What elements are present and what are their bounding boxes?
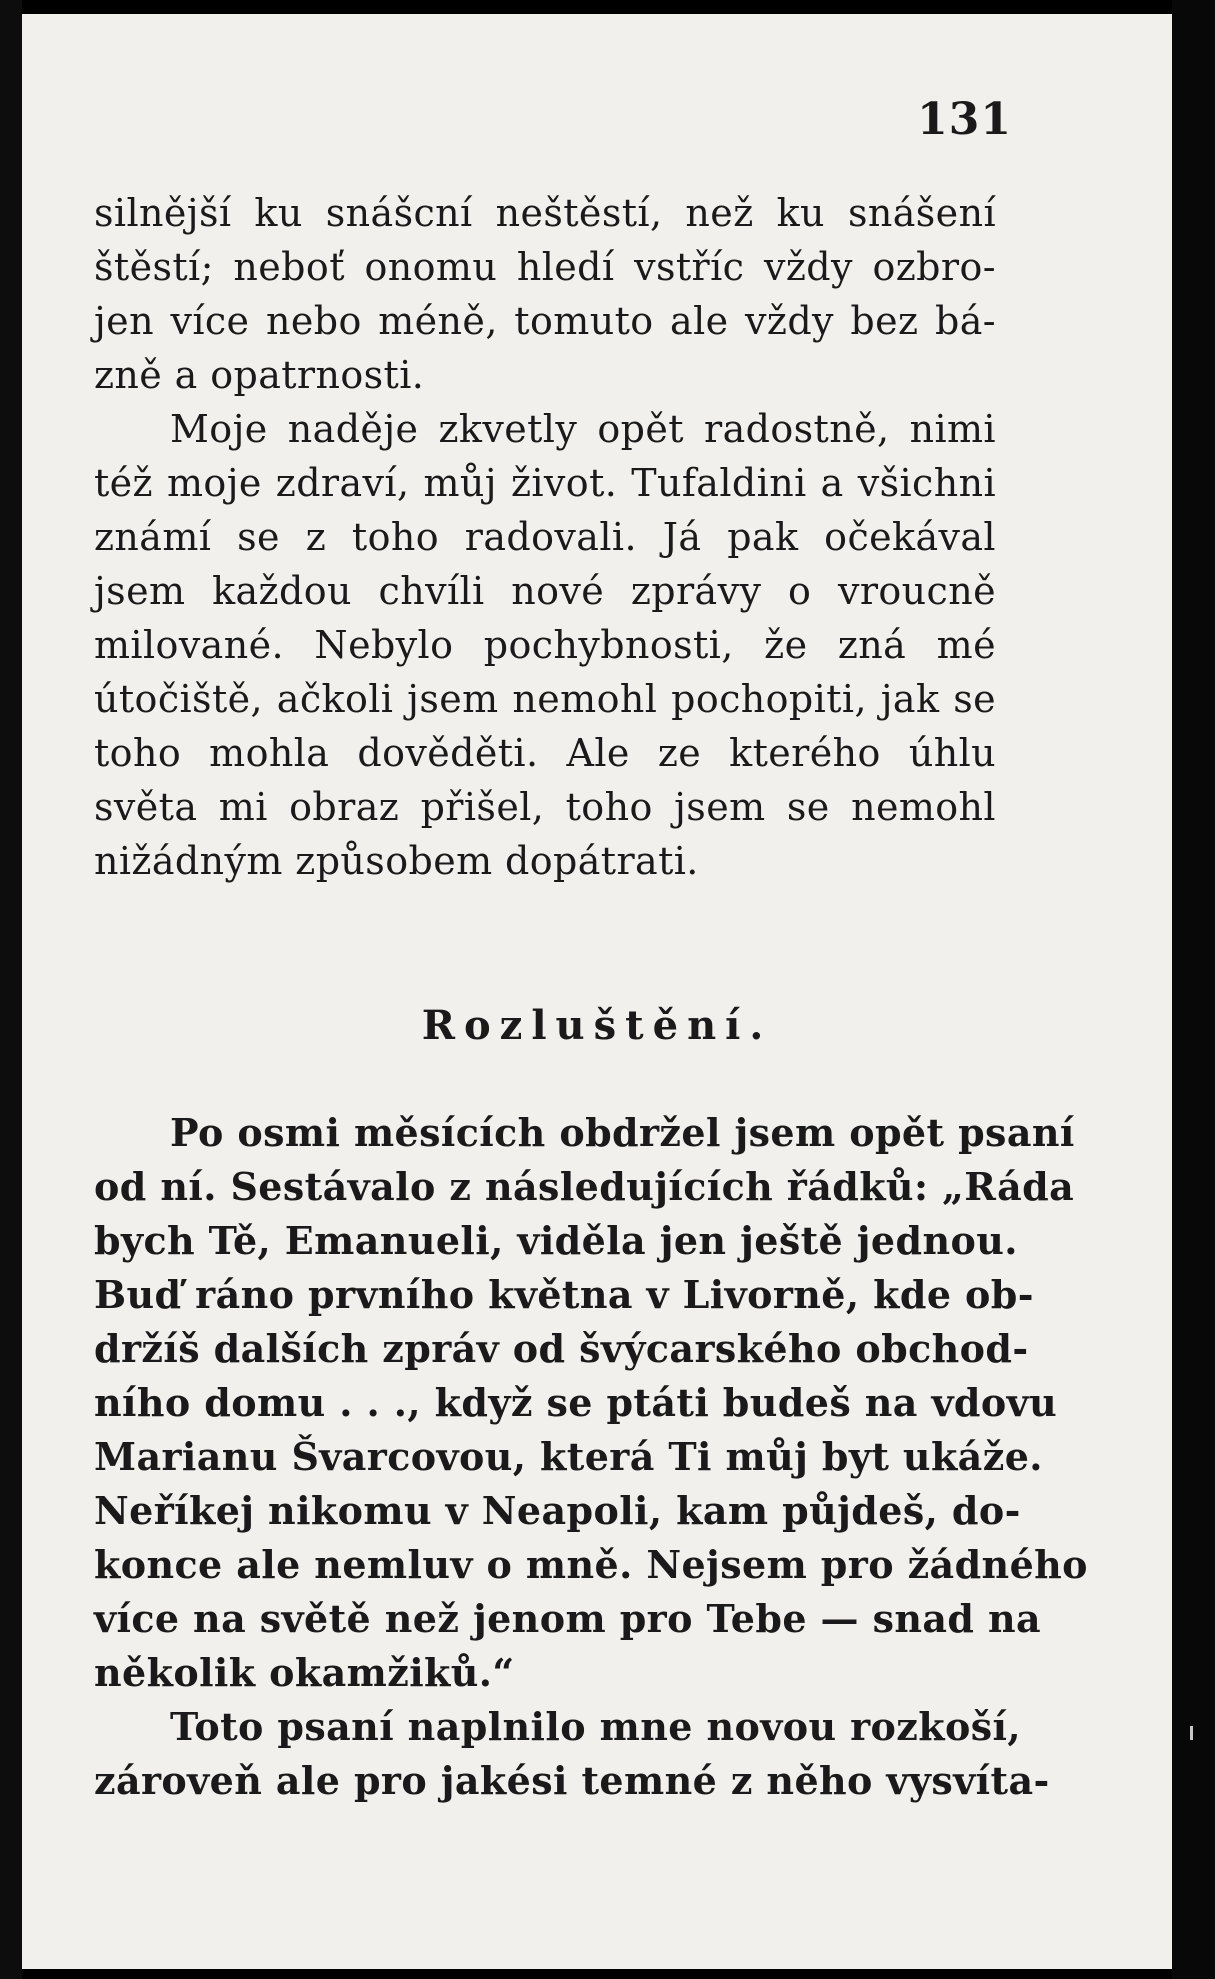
text-line: Po osmi měsících obdržel jsem opět psaní: [170, 1110, 1075, 1155]
text-line: Buď ráno prvního května v Livorně, kde ob-: [94, 1272, 1034, 1317]
book-page: [22, 14, 1172, 1969]
text-line: štěstí; neboť onomu hledí vstříc vždy ozbro-: [94, 245, 996, 289]
scan-speck: [1190, 1726, 1193, 1740]
text-block-upper: [94, 186, 996, 888]
text-line: konce ale nemluv o mně. Nejsem pro žádného: [94, 1542, 1088, 1587]
scan-border-right: [1172, 0, 1215, 1979]
text-line: též moje zdraví, můj život. Tufaldini a všichni: [94, 461, 996, 505]
text-line: nižádným způsobem dopátrati.: [94, 839, 699, 883]
text-block-lower: [94, 1106, 1088, 1808]
text-line: ního domu . . ., když se ptáti budeš na vdovu: [94, 1380, 1058, 1425]
text-line: od ní. Sestávalo z následujících řádků: „Ráda: [94, 1164, 1075, 1209]
section-heading: Rozluštění.: [421, 1002, 773, 1049]
text-line: Moje naděje zkvetly opět radostně, nimi: [170, 407, 996, 451]
text-line: držíš dalších zpráv od švýcarského obchod-: [94, 1326, 1029, 1371]
text-line: zně a opatrnosti.: [94, 353, 425, 397]
text-line: zároveň ale pro jakési temné z něho vysvíta-: [94, 1758, 1050, 1803]
text-line: známí se z toho radovali. Já pak očekával: [94, 515, 996, 559]
text-line: toho mohla dověděti. Ale ze kterého úhlu: [94, 731, 996, 775]
text-line: světa mi obraz přišel, toho jsem se nemohl: [94, 785, 996, 829]
text-line: více na světě než jenom pro Tebe — snad na: [94, 1596, 1042, 1641]
text-line: milované. Nebylo pochybnosti, že zná mé: [94, 623, 996, 667]
text-line: silnější ku snášcní neštěstí, než ku snášení: [94, 191, 996, 235]
text-line: jsem každou chvíli nové zprávy o vroucně: [94, 569, 996, 613]
text-line: Neříkej nikomu v Neapoli, kam půjdeš, do-: [94, 1488, 1021, 1533]
text-line: Toto psaní naplnilo mne novou rozkoší,: [170, 1704, 1021, 1749]
text-line: útočiště, ačkoli jsem nemohl pochopiti, jak se: [94, 677, 996, 721]
text-line: několik okamžiků.“: [94, 1650, 515, 1695]
scan-border-left: [0, 0, 22, 1979]
text-line: Marianu Švarcovou, která Ti můj byt ukáže.: [94, 1434, 1043, 1479]
page-number: 131: [917, 94, 1012, 145]
text-line: bych Tě, Emanueli, viděla jen ještě jednou.: [94, 1218, 1018, 1263]
text-line: jen více nebo méně, tomuto ale vždy bez bá-: [94, 299, 996, 343]
